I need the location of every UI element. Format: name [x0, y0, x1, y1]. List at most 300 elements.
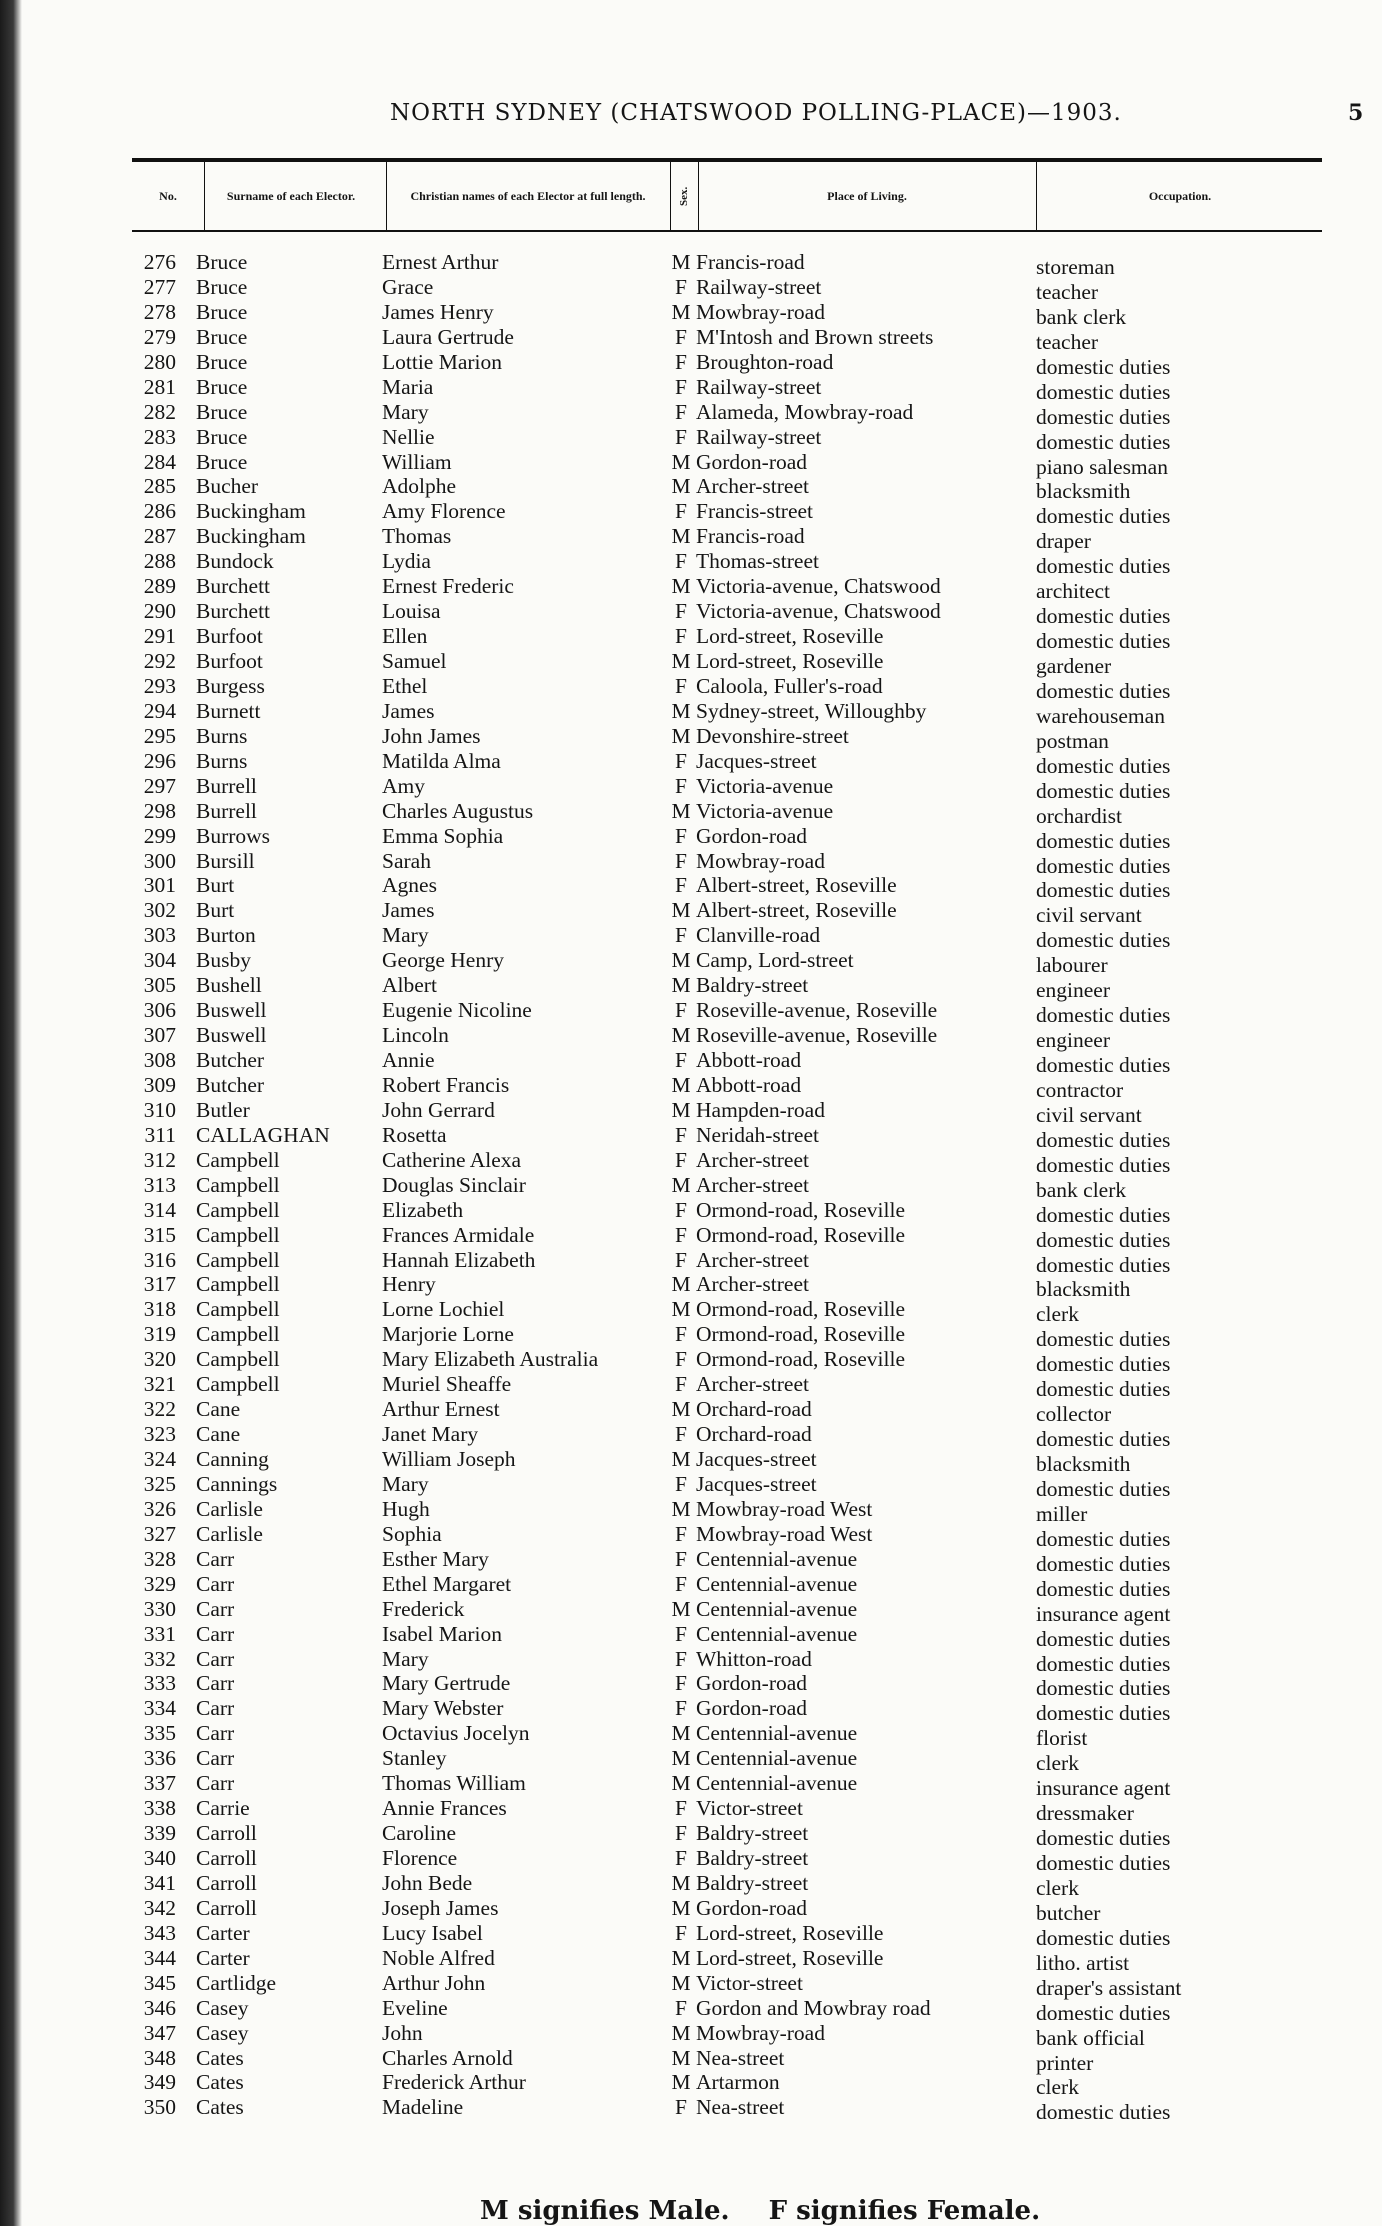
elector-place-of-living: Nea-street	[696, 2045, 785, 2070]
table-row	[0, 624, 1382, 654]
elector-occupation: draper	[1036, 529, 1091, 554]
elector-surname: Carlisle	[196, 1521, 263, 1546]
elector-surname: Burton	[196, 923, 256, 948]
elector-surname: Cates	[196, 2070, 244, 2095]
elector-surname: Bushell	[196, 973, 262, 998]
elector-surname: Burgess	[196, 673, 265, 698]
table-row	[0, 499, 1382, 529]
elector-surname: Burfoot	[196, 649, 263, 673]
elector-place-of-living: Albert-street, Roseville	[696, 898, 897, 923]
elector-sex: M	[671, 698, 691, 723]
elector-number: 282	[143, 399, 176, 424]
elector-christian-names: Frances Armidale	[382, 1222, 535, 1247]
elector-place-of-living: Devonshire-street	[696, 723, 849, 748]
elector-surname: Carroll	[196, 1846, 257, 1870]
elector-number: 303	[143, 923, 176, 948]
elector-surname: Burfoot	[196, 624, 263, 649]
elector-number: 345	[143, 1970, 176, 1995]
table-row	[0, 424, 1382, 454]
table-row	[0, 698, 1382, 728]
elector-occupation: domestic duties	[1036, 554, 1171, 579]
elector-number: 337	[143, 1771, 176, 1796]
elector-occupation: teacher	[1036, 329, 1099, 354]
table-row	[0, 299, 1382, 329]
elector-surname: Carr	[196, 1721, 235, 1746]
elector-surname: Canning	[196, 1447, 269, 1471]
elector-number: 302	[143, 898, 176, 923]
elector-number: 343	[143, 1920, 176, 1945]
elector-occupation: domestic duties	[1036, 1851, 1171, 1875]
elector-occupation: domestic duties	[1036, 1526, 1171, 1551]
table-row	[0, 1846, 1382, 1875]
table-row	[0, 1048, 1382, 1077]
elector-place-of-living: Gordon-road	[696, 1895, 808, 1920]
elector-place-of-living: Ormond-road, Roseville	[696, 1347, 905, 1372]
elector-number: 308	[143, 1048, 176, 1072]
elector-christian-names: Esther Mary	[382, 1546, 489, 1571]
elector-number: 313	[143, 1172, 176, 1197]
elector-occupation: domestic duties	[1036, 853, 1171, 878]
table-row	[0, 374, 1382, 404]
elector-surname: Burchett	[196, 574, 271, 599]
elector-place-of-living: Victoria-avenue, Chatswood	[696, 599, 941, 624]
elector-christian-names: Charles Arnold	[382, 2045, 513, 2070]
table-row	[0, 1721, 1382, 1751]
elector-place-of-living: Orchard-road	[696, 1397, 812, 1422]
elector-occupation: engineer	[1036, 1028, 1111, 1053]
elector-occupation: clerk	[1036, 2075, 1079, 2100]
elector-occupation: domestic duties	[1036, 1053, 1171, 1077]
elector-number: 320	[143, 1347, 176, 1372]
elector-christian-names: Mary Elizabeth Australia	[382, 1347, 599, 1372]
elector-number: 298	[143, 798, 176, 823]
elector-occupation: litho. artist	[1036, 1950, 1130, 1975]
elector-surname: Buswell	[196, 998, 267, 1023]
elector-christian-names: John	[382, 2020, 423, 2045]
elector-sex: M	[671, 1721, 691, 1746]
elector-christian-names: James Henry	[382, 299, 494, 324]
elector-surname: Cannings	[196, 1471, 278, 1496]
elector-place-of-living: Clanville-road	[696, 923, 821, 948]
elector-place-of-living: Ormond-road, Roseville	[696, 1297, 905, 1322]
elector-surname: Campbell	[196, 1347, 280, 1372]
elector-occupation: domestic duties	[1036, 1252, 1171, 1277]
elector-place-of-living: Francis-road	[696, 250, 805, 274]
elector-christian-names: Albert	[382, 973, 437, 998]
table-row	[0, 649, 1382, 678]
elector-christian-names: Sophia	[382, 1521, 442, 1546]
elector-occupation: domestic duties	[1036, 504, 1171, 529]
elector-sex: M	[671, 574, 691, 599]
elector-occupation: architect	[1036, 579, 1111, 604]
elector-christian-names: Adolphe	[382, 474, 457, 499]
elector-sex: M	[671, 1895, 691, 1920]
elector-christian-names: Ernest Frederic	[382, 574, 514, 599]
table-row	[0, 873, 1382, 903]
elector-place-of-living: Victor-street	[696, 1970, 803, 1995]
elector-sex: F	[675, 1422, 687, 1447]
elector-occupation: contractor	[1036, 1077, 1124, 1102]
elector-occupation: domestic duties	[1036, 1227, 1171, 1252]
elector-number: 304	[143, 948, 176, 973]
elector-sex: F	[675, 549, 687, 574]
elector-sex: F	[675, 1222, 687, 1247]
elector-christian-names: Emma Sophia	[382, 823, 504, 848]
elector-occupation: domestic duties	[1036, 753, 1171, 778]
elector-sex: F	[675, 1322, 687, 1347]
elector-christian-names: Lucy Isabel	[382, 1920, 483, 1945]
table-row	[0, 798, 1382, 828]
table-row	[0, 1297, 1382, 1327]
elector-surname: Bruce	[196, 299, 248, 324]
elector-sex: M	[671, 1297, 691, 1322]
elector-surname: Bursill	[196, 848, 255, 873]
elector-place-of-living: Neridah-street	[696, 1122, 819, 1147]
elector-number: 323	[143, 1422, 176, 1447]
elector-sex: M	[671, 1945, 691, 1970]
elector-sex: M	[671, 649, 691, 673]
elector-place-of-living: Roseville-avenue, Roseville	[696, 1023, 938, 1048]
table-row	[0, 673, 1382, 703]
elector-number: 348	[143, 2045, 176, 2070]
table-row	[0, 1496, 1382, 1526]
elector-surname: Bruce	[196, 274, 248, 299]
elector-number: 317	[143, 1272, 176, 1297]
elector-surname: Bruce	[196, 449, 248, 474]
table-row	[0, 1796, 1382, 1826]
elector-place-of-living: Gordon-road	[696, 1696, 808, 1721]
elector-christian-names: Robert Francis	[382, 1072, 510, 1097]
elector-occupation: bank official	[1036, 2025, 1145, 2050]
elector-place-of-living: Gordon-road	[696, 1671, 808, 1696]
elector-christian-names: John James	[382, 723, 481, 748]
elector-occupation: clerk	[1036, 1751, 1079, 1776]
elector-sex: F	[675, 1521, 687, 1546]
elector-number: 328	[143, 1546, 176, 1571]
elector-christian-names: Rosetta	[382, 1122, 447, 1147]
elector-christian-names: Mary	[382, 1471, 429, 1496]
elector-occupation: bank clerk	[1036, 1177, 1127, 1202]
elector-place-of-living: Thomas-street	[696, 549, 819, 574]
elector-christian-names: Charles Augustus	[382, 798, 534, 823]
elector-surname: Butler	[196, 1097, 250, 1122]
elector-place-of-living: Sydney-street, Willoughby	[696, 698, 927, 723]
elector-place-of-living: Whitton-road	[696, 1646, 812, 1671]
elector-occupation: clerk	[1036, 1302, 1079, 1327]
elector-sex: F	[675, 1048, 687, 1072]
elector-surname: Bucher	[196, 474, 259, 499]
elector-number: 335	[143, 1721, 176, 1746]
elector-sex: M	[671, 1023, 691, 1048]
elector-christian-names: Lincoln	[382, 1023, 449, 1048]
elector-surname: Casey	[196, 2020, 249, 2045]
elector-number: 334	[143, 1696, 176, 1721]
table-row	[0, 2020, 1382, 2050]
elector-christian-names: Joseph James	[382, 1895, 499, 1920]
table-row	[0, 349, 1382, 379]
elector-surname: Burchett	[196, 599, 271, 624]
table-row	[0, 524, 1382, 554]
elector-sex: M	[671, 1746, 691, 1771]
elector-sex: F	[675, 748, 687, 773]
elector-place-of-living: Abbott-road	[696, 1048, 802, 1072]
elector-sex: F	[675, 599, 687, 624]
elector-place-of-living: Ormond-road, Roseville	[696, 1222, 905, 1247]
elector-christian-names: Louisa	[382, 599, 441, 624]
elector-place-of-living: Broughton-road	[696, 349, 834, 374]
elector-occupation: domestic duties	[1036, 828, 1171, 853]
elector-christian-names: Maria	[382, 374, 434, 399]
elector-place-of-living: Baldry-street	[696, 1821, 809, 1846]
header-no: No.	[159, 189, 177, 203]
elector-sex: M	[671, 2070, 691, 2095]
elector-place-of-living: Archer-street	[696, 1147, 809, 1172]
elector-occupation: domestic duties	[1036, 379, 1171, 404]
elector-surname: Burns	[196, 748, 248, 773]
elector-place-of-living: Archer-street	[696, 1372, 809, 1397]
elector-sex: F	[675, 1796, 687, 1821]
elector-sex: M	[671, 723, 691, 748]
header-divider	[670, 162, 671, 230]
elector-place-of-living: Centennial-avenue	[696, 1771, 858, 1796]
table-row	[0, 1272, 1382, 1302]
elector-occupation: blacksmith	[1036, 1277, 1131, 1302]
table-row	[0, 1646, 1382, 1676]
elector-sex: F	[675, 873, 687, 898]
elector-occupation: domestic duties	[1036, 1352, 1171, 1377]
table-row	[0, 1821, 1382, 1851]
elector-surname: Bundock	[196, 549, 274, 574]
elector-number: 329	[143, 1571, 176, 1596]
elector-occupation: domestic duties	[1036, 354, 1171, 379]
elector-number: 350	[143, 2095, 176, 2120]
elector-place-of-living: Lord-street, Roseville	[696, 624, 884, 649]
elector-occupation: domestic duties	[1036, 1676, 1171, 1701]
elector-christian-names: Arthur John	[382, 1970, 486, 1995]
elector-sex: F	[675, 499, 687, 524]
elector-sex: F	[675, 823, 687, 848]
elector-number: 341	[143, 1870, 176, 1895]
elector-place-of-living: Caloola, Fuller's-road	[696, 673, 883, 698]
elector-christian-names: Lottie Marion	[382, 349, 503, 374]
elector-place-of-living: Francis-road	[696, 524, 805, 549]
elector-number: 331	[143, 1621, 176, 1646]
elector-number: 312	[143, 1147, 176, 1172]
elector-number: 295	[143, 723, 176, 748]
elector-sex: M	[671, 474, 691, 499]
elector-sex: M	[671, 1397, 691, 1422]
elector-surname: Carlisle	[196, 1496, 263, 1521]
sex-legend	[480, 2196, 1080, 2226]
elector-christian-names: Ellen	[382, 624, 428, 649]
elector-surname: Campbell	[196, 1172, 280, 1197]
elector-christian-names: Laura Gertrude	[382, 324, 514, 349]
elector-christian-names: Mary Webster	[382, 1696, 504, 1721]
elector-sex: M	[671, 1072, 691, 1097]
elector-occupation: dressmaker	[1036, 1801, 1134, 1826]
table-row	[0, 823, 1382, 853]
elector-number: 289	[143, 574, 176, 599]
table-row	[0, 1397, 1382, 1427]
elector-surname: Carr	[196, 1771, 235, 1796]
table-row	[0, 324, 1382, 354]
elector-number: 330	[143, 1596, 176, 1621]
elector-christian-names: Sarah	[382, 848, 431, 873]
elector-surname: Campbell	[196, 1322, 280, 1347]
elector-occupation: domestic duties	[1036, 878, 1171, 903]
table-row	[0, 2070, 1382, 2100]
elector-occupation: domestic duties	[1036, 604, 1171, 629]
elector-place-of-living: Orchard-road	[696, 1422, 812, 1447]
elector-place-of-living: Railway-street	[696, 274, 822, 299]
elector-christian-names: John Gerrard	[382, 1097, 495, 1122]
elector-occupation: domestic duties	[1036, 678, 1171, 703]
table-row	[0, 449, 1382, 479]
elector-sex: F	[675, 1671, 687, 1696]
elector-number: 342	[143, 1895, 176, 1920]
elector-sex: F	[675, 848, 687, 873]
elector-place-of-living: Jacques-street	[696, 1447, 817, 1471]
table-row	[0, 1097, 1382, 1127]
elector-surname: Carr	[196, 1596, 235, 1621]
elector-surname: Casey	[196, 1995, 249, 2020]
elector-place-of-living: Nea-street	[696, 2095, 785, 2120]
elector-surname: Carr	[196, 1746, 235, 1771]
table-row	[0, 1072, 1382, 1102]
elector-surname: Carr	[196, 1671, 235, 1696]
elector-surname: Carr	[196, 1621, 235, 1646]
table-row	[0, 1696, 1382, 1726]
elector-sex: F	[675, 274, 687, 299]
elector-sex: F	[675, 1571, 687, 1596]
elector-number: 339	[143, 1821, 176, 1846]
table-row	[0, 1422, 1382, 1452]
elector-occupation: postman	[1036, 728, 1109, 753]
table-row	[0, 1122, 1382, 1152]
elector-sex: F	[675, 1995, 687, 2020]
elector-occupation: domestic duties	[1036, 1551, 1171, 1576]
elector-place-of-living: Lord-street, Roseville	[696, 1920, 884, 1945]
elector-christian-names: Douglas Sinclair	[382, 1172, 526, 1197]
elector-sex: F	[675, 1821, 687, 1846]
elector-sex: M	[671, 1272, 691, 1297]
elector-sex: F	[675, 1696, 687, 1721]
header-sex: Sex.	[678, 186, 690, 206]
column-header-row	[132, 162, 1322, 230]
elector-occupation: domestic duties	[1036, 1701, 1171, 1726]
elector-place-of-living: Alameda, Mowbray-road	[696, 399, 914, 424]
table-row	[0, 1471, 1382, 1501]
elector-sex: M	[671, 1870, 691, 1895]
elector-number: 305	[143, 973, 176, 998]
elector-occupation: domestic duties	[1036, 778, 1171, 803]
elector-sex: M	[671, 299, 691, 324]
elector-surname: Cane	[196, 1397, 241, 1422]
elector-sex: F	[675, 773, 687, 798]
elector-place-of-living: Railway-street	[696, 374, 822, 399]
elector-number: 316	[143, 1247, 176, 1272]
elector-sex: F	[675, 1147, 687, 1172]
elector-place-of-living: Abbott-road	[696, 1072, 802, 1097]
elector-sex: F	[675, 424, 687, 449]
elector-place-of-living: Centennial-avenue	[696, 1546, 858, 1571]
elector-occupation: domestic duties	[1036, 1476, 1171, 1501]
table-row	[0, 1571, 1382, 1601]
elector-place-of-living: Mowbray-road West	[696, 1521, 873, 1546]
header-rule-bottom	[132, 230, 1322, 232]
elector-surname: Burrell	[196, 773, 257, 798]
elector-place-of-living: Centennial-avenue	[696, 1596, 858, 1621]
elector-number: 292	[143, 649, 176, 673]
elector-place-of-living: Centennial-avenue	[696, 1721, 858, 1746]
table-row	[0, 848, 1382, 878]
table-row	[0, 1023, 1382, 1053]
elector-christian-names: Stanley	[382, 1746, 447, 1771]
elector-occupation: domestic duties	[1036, 1626, 1171, 1651]
elector-sex: M	[671, 524, 691, 549]
elector-surname: Butcher	[196, 1072, 265, 1097]
page-number: 5	[1348, 100, 1364, 126]
elector-number: 326	[143, 1496, 176, 1521]
elector-sex: M	[671, 250, 691, 274]
elector-sex: M	[671, 1097, 691, 1122]
elector-christian-names: Mary	[382, 1646, 429, 1671]
elector-christian-names: Amy Florence	[382, 499, 506, 524]
elector-surname: CALLAGHAN	[196, 1122, 330, 1147]
elector-occupation: domestic duties	[1036, 928, 1171, 953]
elector-sex: F	[675, 349, 687, 374]
elector-place-of-living: Archer-street	[696, 1272, 809, 1297]
elector-christian-names: Amy	[382, 773, 425, 798]
elector-surname: Cane	[196, 1422, 241, 1447]
elector-place-of-living: Mowbray-road	[696, 848, 825, 873]
elector-occupation: orchardist	[1036, 803, 1122, 828]
table-row	[0, 1945, 1382, 1975]
table-row	[0, 1746, 1382, 1776]
elector-surname: Burt	[196, 873, 235, 898]
elector-christian-names: Frederick Arthur	[382, 2070, 526, 2095]
table-row	[0, 2045, 1382, 2075]
elector-sex: F	[675, 1471, 687, 1496]
elector-sex: F	[675, 1920, 687, 1945]
table-row	[0, 1147, 1382, 1177]
elector-occupation: domestic duties	[1036, 1576, 1171, 1601]
header-divider	[698, 162, 699, 230]
elector-christian-names: Madeline	[382, 2095, 464, 2120]
elector-occupation: blacksmith	[1036, 1452, 1131, 1476]
elector-place-of-living: M'Intosh and Brown streets	[696, 324, 934, 349]
table-row	[0, 1172, 1382, 1202]
elector-number: 311	[144, 1122, 176, 1147]
elector-christian-names: Annie	[382, 1048, 435, 1072]
elector-number: 314	[143, 1197, 176, 1222]
elector-sex: F	[675, 399, 687, 424]
elector-occupation: domestic duties	[1036, 1127, 1171, 1152]
elector-number: 280	[143, 349, 176, 374]
elector-list	[0, 250, 1382, 2125]
table-row	[0, 898, 1382, 928]
elector-sex: F	[675, 324, 687, 349]
elector-surname: Carr	[196, 1696, 235, 1721]
table-row	[0, 748, 1382, 778]
elector-number: 310	[143, 1097, 176, 1122]
elector-number: 284	[143, 449, 176, 474]
elector-occupation: bank clerk	[1036, 304, 1127, 329]
elector-sex: F	[675, 1846, 687, 1870]
elector-surname: Bruce	[196, 374, 248, 399]
elector-christian-names: Nellie	[382, 424, 435, 449]
elector-occupation: domestic duties	[1036, 404, 1171, 429]
